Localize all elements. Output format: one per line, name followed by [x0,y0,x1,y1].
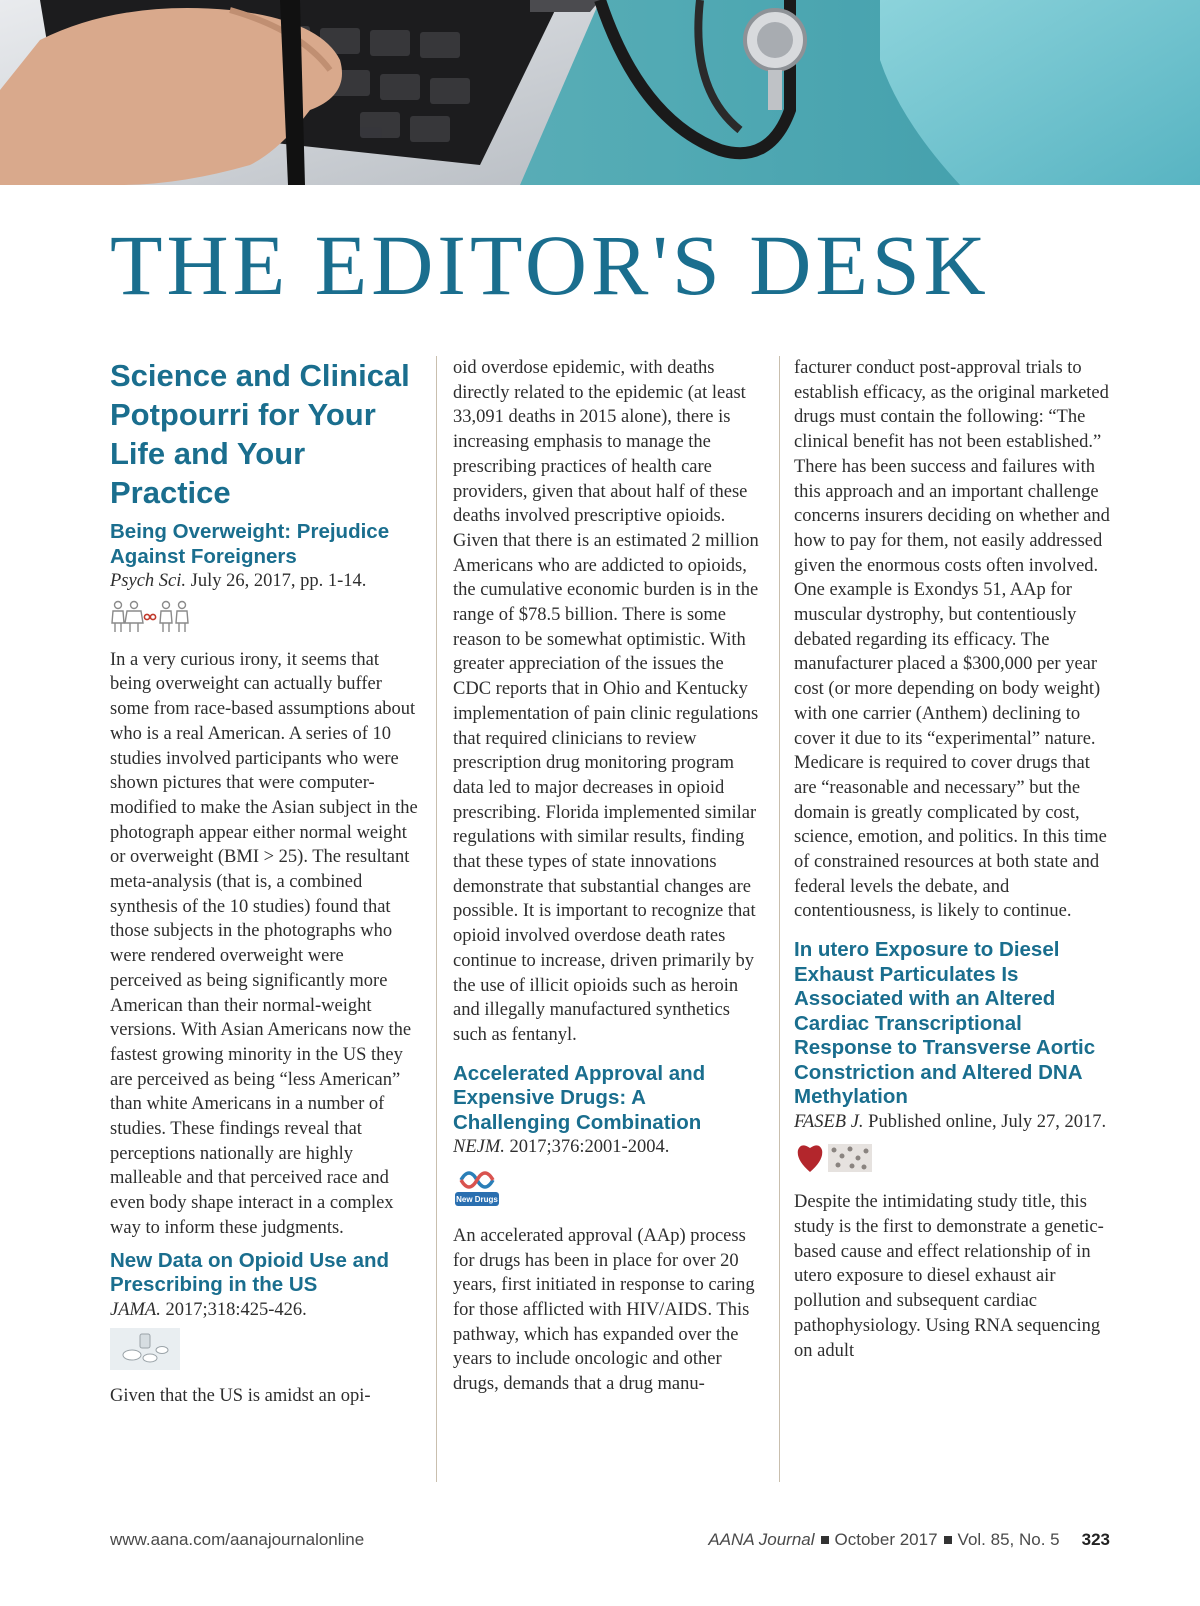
pills-icon [110,1328,180,1370]
page-number: 323 [1081,1530,1110,1549]
square-bullet-icon [944,1536,952,1544]
header-photo [0,0,1200,185]
footer-volume: Vol. 85, No. 5 [957,1530,1060,1549]
article-citation [110,569,418,594]
page-footer [110,1530,1110,1554]
column-3 [794,356,1110,1484]
footer-date: October 2017 [834,1530,938,1549]
footer-meta [708,1530,1110,1550]
citation-details: 2017;318:425-426. [160,1299,307,1320]
citation-details: Published online, July 27, 2017. [863,1111,1107,1132]
article-body: oid overdose epidemic, with deaths directly related to the epidemic (at least 33,091 deaths in 2015 alone), there is increasing emphasis to manage the prescribing practices of health care providers, given that about half of these deaths involved prescriptive opioids. Given that there is an estimated 2 million Americans who are addicted to opioids, the cumulative economic burden is in the range of $78.5 billion. There is some reason to be somewhat optimistic. With greater appreciation of the issues the CDC reports that in Ohio and Kentucky implementation of pain clinic regulations that required clinicians to review prescription drug monitoring program data led to major decreases in opioid prescribing. Florida implemented similar regulations with similar results, finding that these types of state innovations demonstrate that substantial changes are possible. It is important to recognize that opioid involved overdose death rates continue to increase, driven primarily by the use of illicit opioids such as heroin and illegally manufactured synthetics such as fentanyl. [453,358,759,1045]
section-title: Science and Clinical Potpourri for Your Life and Your Practice [110,358,410,510]
column-divider [779,356,780,1482]
citation-details: July 26, 2017, pp. 1-14. [186,571,367,591]
square-bullet-icon [821,1536,829,1544]
masthead-title: THE EDITOR'S DESK [110,217,990,313]
column-2 [453,356,763,1484]
article-title: Accelerated Approval and Expensive Drugs: A Challenging Combination [453,1061,706,1134]
article-body: In a very curious irony, it seems that being overweight can actually buffer some from race-based assumptions about who is a real American. A series of 10 studies involved participants who were shown pictures that were computer-modified to make the Asian subject in the photograph appear either normal weight or overweight (BMI > 25). The resultant meta-analysis (that is, a combined synthesis of the 10 studies) found that those subjects in the photographs who were rendered overweight were perceived as being significantly more American than their normal-weight versions. With Asian Americans now the fastest growing minority in the US they are perceived as being “less American” than white Americans in a number of studies. These findings reveal that perceptions nationally are highly malleable and that perceived race and even body shape interact in a complex way to inform these judgments. [110,649,418,1238]
article-body: Despite the intimidating study title, this study is the first to demonstrate a genetic-based cause and effect relationship of in utero exposure to diesel exhaust air pollution and subsequent cardiac pathophysiology. Using RNA sequencing on adult [794,1192,1104,1361]
article-citation [794,1110,1110,1135]
article-title: Being Overweight: Prejudice Against Foreigners [110,520,390,568]
journal-name: FASEB J. [794,1111,864,1132]
laptop-stethoscope-illustration [0,0,1200,185]
article-citation [453,1135,763,1160]
people-silhouettes-icon [110,600,190,634]
article-citation [110,1298,418,1323]
new-drugs-icon-label: New Drugs [456,1194,498,1204]
citation-details: 2017;376:2001-2004. [504,1137,670,1158]
article-title: New Data on Opioid Use and Prescribing in the US [110,1248,390,1297]
article-body: facturer conduct post-approval trials to establish efficacy, as the original marketed drugs must contain the following: “The clinical benefit has not been established.” There has been success and failures with this approach and an important challenge concerns insurers deciding on whether and how to pay for them, not easily addressed given the enormous costs often involved. One example is Exondys 51, AAp for muscular dystrophy, but contentiously debated regarding its efficacy. The manufacturer placed a $300,000 per year cost (or more depending on body weight) with one carrier (Anthem) declining to cover it due to its “experimental” nature. Medicare is required to cover drugs that are “reasonable and necessary” but the domain is greatly complicated by cost, science, emotion, and politics. In this time of constrained resources at both state and federal levels the debate, and contentiousness, is likely to continue. [794,358,1110,922]
column-divider [436,356,437,1482]
article-title: In utero Exposure to Diesel Exhaust Particulates Is Associated with an Altered Cardiac Transcriptional Response to Transverse Aortic Constriction and Altered DNA Methylation [794,938,1096,1109]
column-1 [110,356,418,1484]
article-body: Given that the US is amidst an opi- [110,1386,371,1407]
heart-and-cells-icon [794,1140,874,1176]
journal-name: Psych Sci. [110,571,187,591]
footer-url: www.aana.com/aanajournalonline [110,1530,365,1549]
new-drugs-icon [453,1166,501,1210]
journal-name: NEJM. [453,1137,505,1158]
article-body: An accelerated approval (AAp) process for drugs has been in place for over 20 years, first initiated in response to caring for those afflicted with HIV/AIDS. This pathway, which has expanded over the years to include oncologic and other drugs, demands that a drug manu- [453,1225,755,1395]
journal-name: JAMA. [110,1299,161,1320]
footer-journal: AANA Journal [708,1530,815,1549]
